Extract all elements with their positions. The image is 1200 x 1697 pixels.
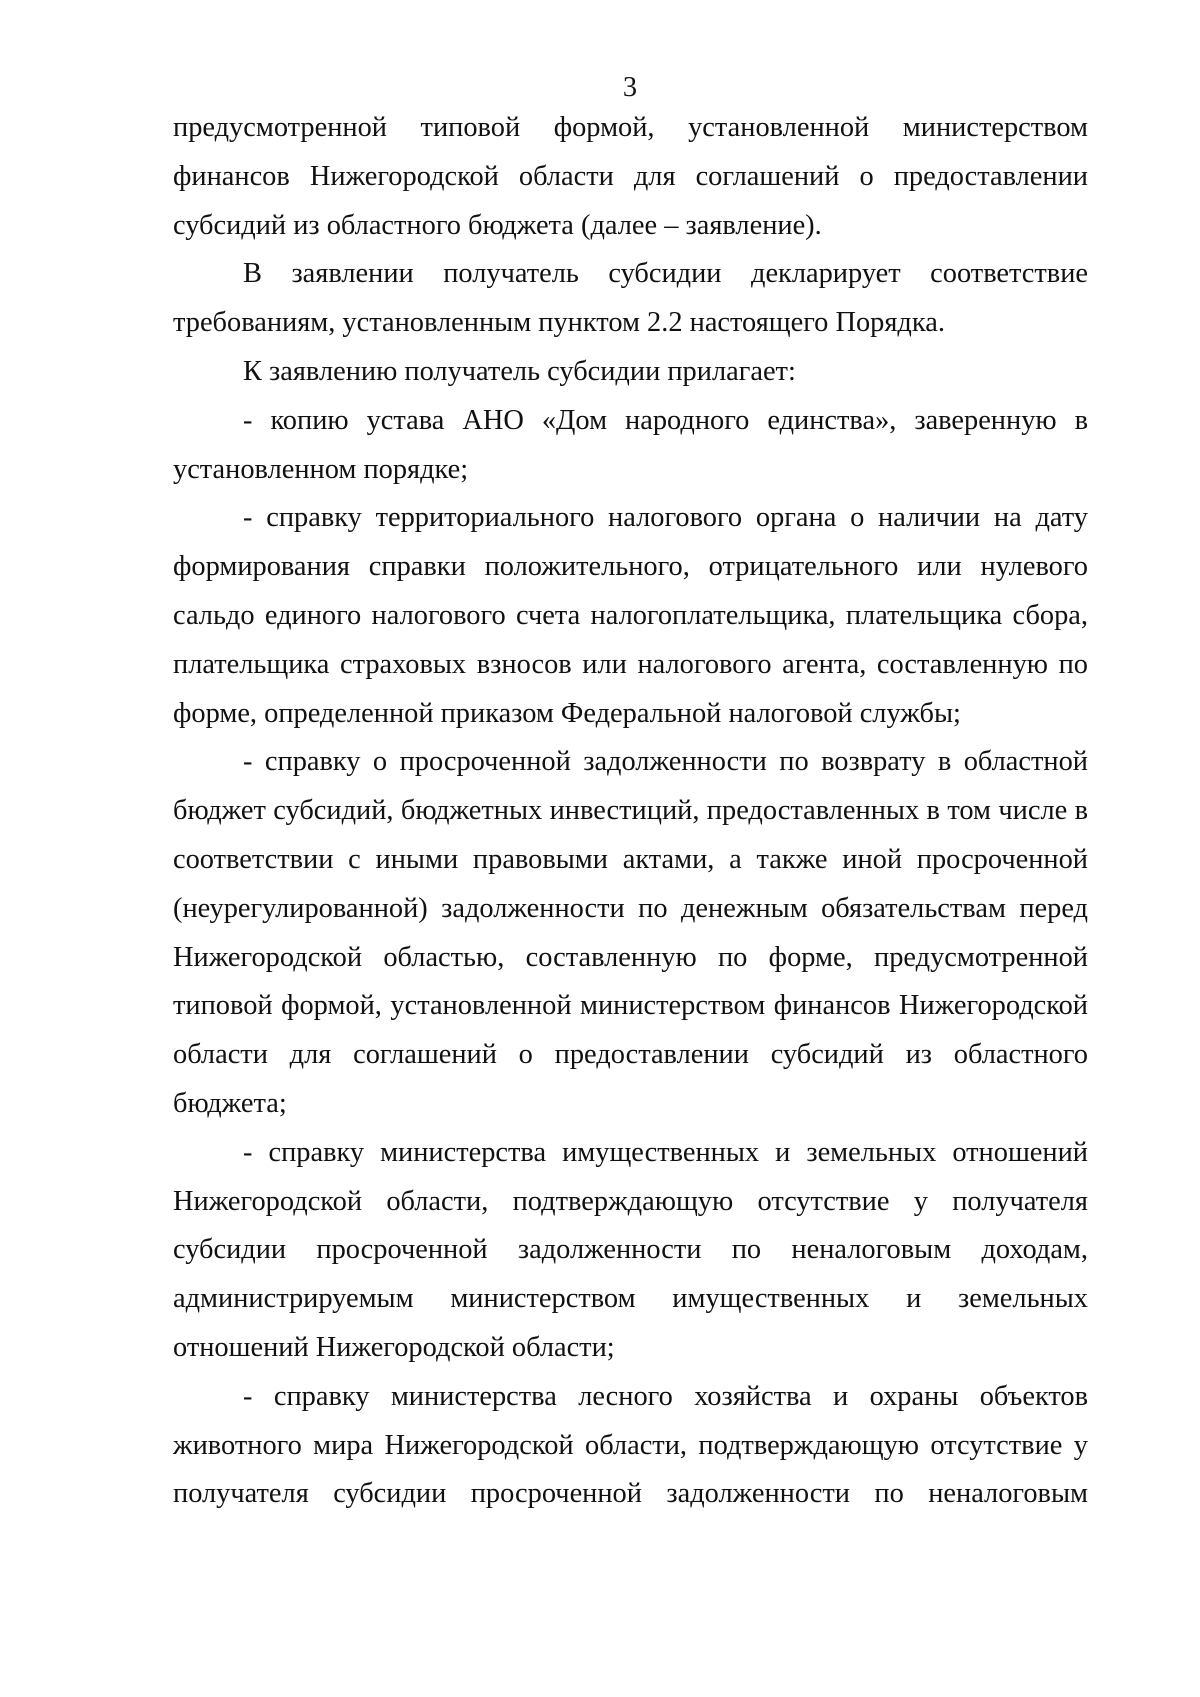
page-number: 3 — [622, 72, 638, 103]
paragraph-declaration: В заявлении получатель субсидии декларирует соответствие требованиям, установленным пунктом 2.2 настоящего Порядка. — [173, 258, 1088, 339]
document-body — [173, 104, 1088, 1519]
paragraph-application-form: предусмотренной типовой формой, установленной министерством финансов Нижегородской области для соглашений о предоставлении субсидий из областного бюджета (далее – заявление). — [173, 112, 1088, 241]
list-item-tax-certificate: - справку территориального налогового органа о наличии на дату формирования справки положительного, отрицательного или нулевого сальдо единого налогового счета налогоплательщика, плательщика сбора, плательщика страховых взносов или налогового агента, составленную по форме, определенной приказом Федеральной налоговой службы; — [173, 502, 1088, 729]
paragraph-attachments-intro: К заявлению получатель субсидии прилагает: — [243, 355, 796, 387]
list-item-overdue-debt-certificate: - справку о просроченной задолженности по возврату в областной бюджет субсидий, бюджетных инвестиций, предоставленных в том числе в соответствии с иными правовыми актами, а также иной просроченной (неурегулированной) задолженности по денежным обязательствам перед Нижегородской областью, составленную по форме, предусмотренной типовой формой, установленной министерством финансов Нижегородской области для соглашений о предоставлении субсидий из областного бюджета; — [173, 746, 1088, 1119]
list-item-charter-copy: - копию устава АНО «Дом народного единства», заверенную в установленном порядке; — [173, 404, 1088, 485]
list-item-property-ministry-certificate: - справку министерства имущественных и земельных отношений Нижегородской области, подтверждающую отсутствие у получателя субсидии просроченной задолженности по неналоговым доходам, администрируемым министерством имущественных и земельных отношений Нижегородской области; — [173, 1136, 1088, 1363]
list-item-forestry-ministry-certificate: - справку министерства лесного хозяйства и охраны объектов животного мира Нижегородской области, подтверждающую отсутствие у получателя субсидии просроченной задолженности по неналоговым — [173, 1380, 1088, 1510]
